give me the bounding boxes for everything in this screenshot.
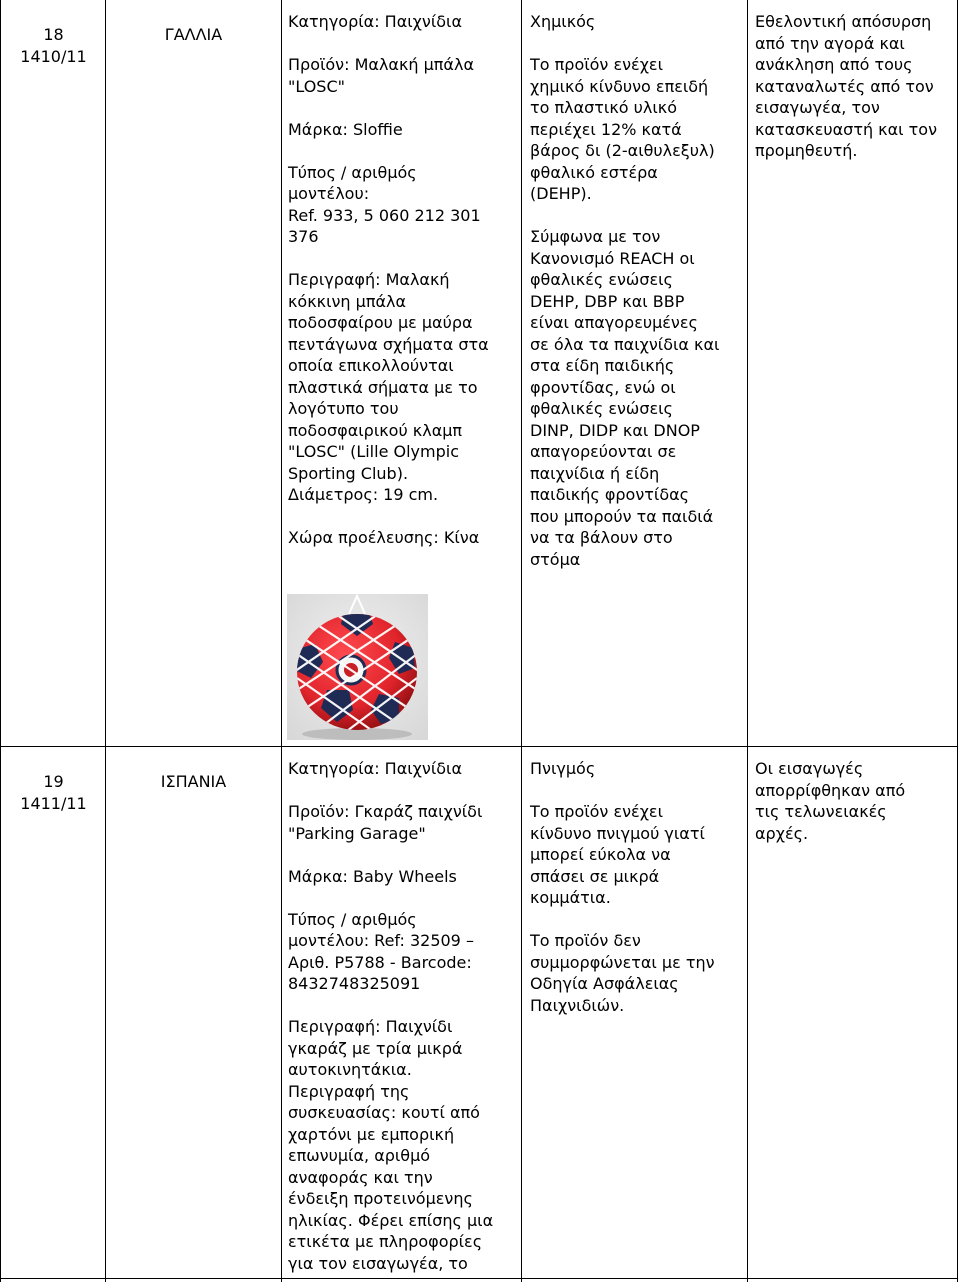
row19-measures-3: τις τελωνειακές xyxy=(755,802,887,821)
row18-measures-4: καταναλωτές από τον xyxy=(755,76,934,96)
row19-compliance-4: Παιχνιδιών. xyxy=(530,995,625,1015)
row19-product-cell xyxy=(288,758,493,1274)
row19-risk-text-2: κίνδυνο πνιγμού γιατί xyxy=(530,823,705,843)
row18-category: Κατηγορία: Παιχνίδια xyxy=(288,12,462,31)
row18-reach-16: στόμα xyxy=(530,549,581,569)
row19-packaging-8: ετικέτα με πληροφορίες xyxy=(288,1232,483,1251)
row18-number: 18 xyxy=(43,25,64,44)
row19-risk-text-5: κομμάτια. xyxy=(530,888,611,907)
grid-line-left xyxy=(0,0,1,1282)
row18-reach-2: Κανονισμό REACH οι xyxy=(530,248,695,268)
row18-reach-9: φθαλικές ενώσεις xyxy=(530,399,673,418)
row19-number-cell xyxy=(6,771,101,814)
grid-line-col1 xyxy=(105,0,106,1282)
row19-country: ΙΣΠΑΝΙΑ xyxy=(160,772,227,791)
row19-model-ref-2: Αριθ. P5788 - Barcode: xyxy=(288,952,472,972)
row18-description-7: λογότυπο του xyxy=(288,399,399,418)
row18-measures-3: ανάκληση από τους xyxy=(755,55,913,74)
row19-packaging-2: συσκευασίας: κουτί από xyxy=(288,1103,480,1122)
grid-line-col3 xyxy=(521,0,522,1282)
row19-measures-1: Οι εισαγωγές xyxy=(755,759,864,778)
row18-reach-3: φθαλικές ενώσεις xyxy=(530,270,673,289)
row18-description-4: πεντάγωνα σχήματα στα xyxy=(288,334,489,354)
row18-product-name: Προϊόν: Μαλακή μπάλα xyxy=(288,55,474,74)
row18-risk-text-2: χημικό κίνδυνο επειδή xyxy=(530,76,709,96)
row18-measures-6: κατασκευαστή και τον xyxy=(755,119,938,139)
row18-measures-5: εισαγωγέα, τον xyxy=(755,98,880,117)
row19-barcode: 8432748325091 xyxy=(288,974,421,993)
row18-description-5: οποία επικολλούνται xyxy=(288,356,454,375)
row19-packaging-3: χαρτόνι με εμπορική xyxy=(288,1124,455,1144)
row18-description-2: κόκκινη μπάλα xyxy=(288,291,407,311)
row18-description-6: πλαστικά σήματα με το xyxy=(288,377,478,397)
product-photo xyxy=(287,594,428,740)
row19-packaging-5: αναφοράς και την xyxy=(288,1167,433,1187)
row18-reach-6: σε όλα τα παιχνίδια και xyxy=(530,334,720,354)
row18-risk-text-3: το πλαστικό υλικό xyxy=(530,98,678,117)
row18-risk-cell xyxy=(530,11,719,570)
row18-description-3: ποδοσφαίρου με μαύρα xyxy=(288,313,473,332)
row19-packaging: Περιγραφή της xyxy=(288,1081,410,1101)
row19-risk-type: Πνιγμός xyxy=(530,759,596,778)
row18-risk-text-4: περιέχει 12% κατά xyxy=(530,119,682,139)
row18-description: Περιγραφή: Μαλακή xyxy=(288,270,450,289)
row18-reach-14: που μπορούν τα παιδιά xyxy=(530,506,714,526)
row19-compliance-1: Το προϊόν δεν xyxy=(530,931,641,950)
row18-reach-12: παιχνίδια ή είδη xyxy=(530,463,660,483)
row18-brand: Μάρκα: Sloffie xyxy=(288,119,403,139)
row18-reach-10: DINP, DIDP και DNOP xyxy=(530,420,700,440)
row18-reach-15: να τα βάλουν στο xyxy=(530,528,673,547)
row19-model-ref: μοντέλου: Ref: 32509 – xyxy=(288,931,474,950)
row19-product-name: Προϊόν: Γκαράζ παιχνίδι xyxy=(288,802,483,821)
row18-model-label-2: μοντέλου: xyxy=(288,184,370,203)
row19-ref: 1411/11 xyxy=(20,793,87,813)
row18-diameter: Διάμετρος: 19 cm. xyxy=(288,485,439,504)
row19-description-2: γκαράζ με τρία μικρά xyxy=(288,1038,463,1058)
row18-measures-7: προμηθευτή. xyxy=(755,141,858,160)
grid-line-right xyxy=(957,0,958,1282)
row19-product-name-2: "Parking Garage" xyxy=(288,823,426,843)
row18-country: ΓΑΛΛΙΑ xyxy=(164,25,223,44)
row18-measures-cell xyxy=(755,11,937,162)
row-separator xyxy=(0,746,958,747)
row19-compliance-3: Οδηγία Ασφάλειας xyxy=(530,974,679,993)
row19-brand: Μάρκα: Baby Wheels xyxy=(288,866,457,886)
row19-model-label: Τύπος / αριθμός xyxy=(288,909,417,929)
row19-risk-text-4: σπάσει σε μικρά xyxy=(530,866,660,886)
row19-measures-cell xyxy=(755,758,905,844)
row18-reach-5: είναι απαγορευμένες xyxy=(530,313,698,332)
row18-reach-1: Σύμφωνα με τον xyxy=(530,227,661,246)
row18-number-cell xyxy=(6,24,101,67)
row18-risk-type: Χημικός xyxy=(530,12,596,31)
row19-measures-2: απορρίφθηκαν από xyxy=(755,780,906,800)
grid-line-col2 xyxy=(281,0,282,1282)
row19-description-3: αυτοκινητάκια. xyxy=(288,1060,412,1079)
row18-model-ref: Ref. 933, 5 060 212 301 xyxy=(288,205,481,225)
row18-product-name-2: "LOSC" xyxy=(288,76,345,96)
table-bottom xyxy=(0,1278,958,1279)
red-soft-ball-photo-icon xyxy=(287,594,428,740)
row18-risk-text-6: φθαλικό εστέρα xyxy=(530,162,658,182)
row19-packaging-6: ένδειξη προτεινόμενης xyxy=(288,1189,473,1208)
row19-risk-cell xyxy=(530,758,715,1016)
row18-ref: 1410/11 xyxy=(20,46,87,66)
row19-packaging-9: για τον εισαγωγέα, το xyxy=(288,1253,468,1273)
row19-compliance-2: συμμορφώνεται με την xyxy=(530,952,715,972)
row18-reach-4: DEHP, DBP και BBP xyxy=(530,291,685,311)
row18-description-8: ποδοσφαιρικού κλαμπ xyxy=(288,420,463,440)
row18-risk-text-5: βάρος δι (2-αιθυλεξυλ) xyxy=(530,141,715,160)
row19-category: Κατηγορία: Παιχνίδια xyxy=(288,759,462,778)
row18-description-10: Sporting Club). xyxy=(288,463,409,483)
row18-reach-11: απαγορεύονται σε xyxy=(530,442,677,461)
row19-number: 19 xyxy=(43,772,64,791)
row19-description: Περιγραφή: Παιχνίδι xyxy=(288,1017,453,1036)
row19-measures-4: αρχές. xyxy=(755,823,809,843)
row18-reach-7: στα είδη παιδικής xyxy=(530,356,675,375)
row18-model-label: Τύπος / αριθμός xyxy=(288,162,417,182)
row19-packaging-4: επωνυμία, αριθμό xyxy=(288,1146,431,1165)
row18-origin: Χώρα προέλευσης: Κίνα xyxy=(288,528,480,547)
row18-reach-13: παιδικής φροντίδας xyxy=(530,485,690,504)
row19-risk-text-1: Το προϊόν ενέχει xyxy=(530,802,663,821)
row18-risk-text-7: (DEHP). xyxy=(530,184,592,203)
row18-measures-1: Εθελοντική απόσυρση xyxy=(755,12,932,31)
row18-description-9: "LOSC" (Lille Olympic xyxy=(288,442,459,461)
row18-reach-8: φροντίδας, ενώ οι xyxy=(530,377,676,397)
row18-risk-text-1: Το προϊόν ενέχει xyxy=(530,55,663,74)
row19-risk-text-3: μπορεί εύκολα να xyxy=(530,845,671,864)
grid-line-col4 xyxy=(747,0,748,1282)
row18-product-cell xyxy=(288,11,489,549)
row18-model-ref-2: 376 xyxy=(288,227,319,246)
row18-measures-2: από την αγορά και xyxy=(755,33,905,53)
row19-packaging-7: ηλικίας. Φέρει επίσης μια xyxy=(288,1210,494,1230)
